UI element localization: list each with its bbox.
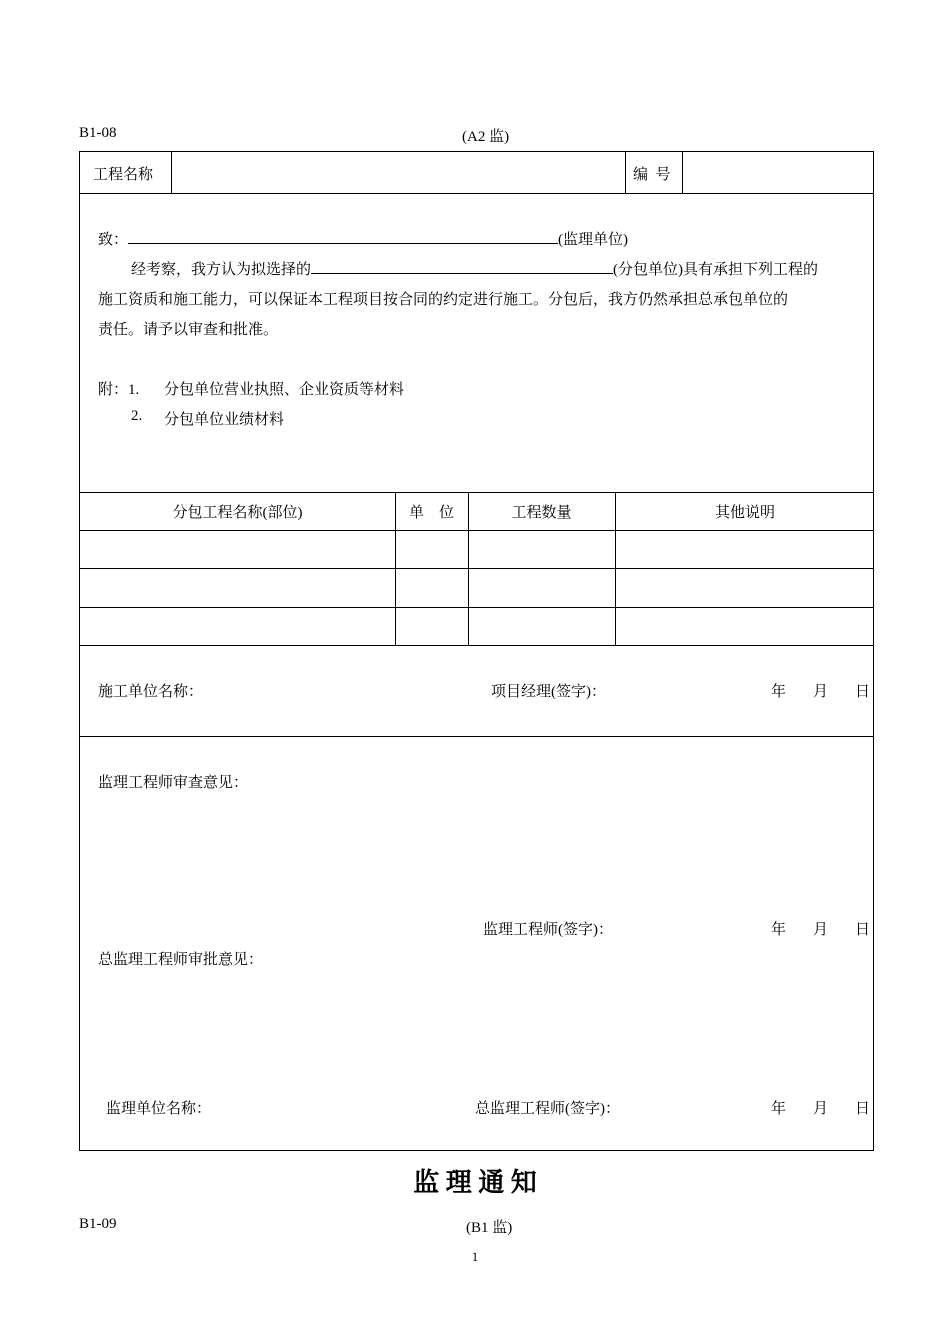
paragraph-start: 经考察，我方认为拟选择的: [131, 262, 312, 278]
page-number: 1: [471, 1249, 479, 1264]
date-month: 月: [813, 1101, 829, 1117]
number-label: 编 号: [633, 167, 671, 183]
column-header: 其他说明: [714, 505, 775, 521]
form-code: B1-08: [79, 125, 117, 141]
attachment-2: 分包单位业绩材料: [164, 412, 285, 428]
engineer-opinion-field[interactable]: [98, 792, 858, 902]
supervision-unit-label: 监理单位名称：: [106, 1101, 212, 1117]
date-month: 月: [813, 684, 829, 700]
divider: [80, 645, 873, 646]
letter-paragraph-line2: 施工资质和施工能力，可以保证本工程项目按合同的约定进行施工。分包后，我方仍然承担总承包单位的: [98, 292, 789, 308]
paragraph-continued: (分包单位)具有承担下列工程的: [613, 262, 819, 278]
table-row[interactable]: [80, 608, 873, 645]
letter-paragraph-line1: [131, 258, 818, 279]
subcontractor-blank[interactable]: [311, 259, 613, 274]
divider: [80, 736, 873, 737]
date-day: 日: [855, 1101, 871, 1117]
date-month: 月: [813, 922, 829, 938]
divider: [80, 492, 873, 493]
chief-opinion-field[interactable]: [98, 970, 858, 1080]
letter-paragraph-line3: 责任。请予以审查和批准。: [98, 322, 279, 338]
attachment-2-number: 2.: [131, 408, 143, 424]
to-prefix: 致：: [98, 232, 129, 248]
contractor-name-label: 施工单位名称：: [98, 684, 204, 700]
next-form-code: B1-09: [79, 1216, 117, 1232]
column-header: 单 位: [408, 505, 454, 521]
chief-opinion-label: 总监理工程师审批意见：: [98, 952, 264, 968]
date-day: 日: [855, 922, 871, 938]
attachment-label: 附：1.: [98, 382, 140, 398]
engineer-opinion-label: 监理工程师审查意见：: [98, 775, 249, 791]
engineer-sign-label: 监理工程师(签字)：: [483, 922, 613, 938]
to-suffix: (监理单位): [558, 232, 629, 248]
next-form-title: 监 理 通 知: [413, 1168, 537, 1197]
divider: [625, 152, 626, 193]
column-header: 工程数量: [511, 505, 572, 521]
divider: [80, 193, 873, 194]
date-day: 日: [855, 684, 871, 700]
table-row[interactable]: [80, 569, 873, 607]
next-form-tag: (B1 监): [466, 1220, 513, 1236]
date-year: 年: [771, 684, 787, 700]
letter-to-line: [98, 228, 628, 249]
chief-sign-label: 总监理工程师(签字)：: [475, 1101, 620, 1117]
supervision-unit-blank[interactable]: [128, 229, 558, 244]
project-name-field[interactable]: [172, 158, 624, 188]
form-tag: (A2 监): [462, 129, 510, 145]
approval-form: [79, 151, 874, 1151]
column-header: 分包工程名称(部位): [172, 505, 303, 521]
number-field[interactable]: [683, 158, 871, 188]
attachment-1: 分包单位营业执照、企业资质等材料: [164, 382, 405, 398]
date-year: 年: [771, 1101, 787, 1117]
date-year: 年: [771, 922, 787, 938]
pm-sign-label: 项目经理(签字)：: [491, 684, 606, 700]
project-name-label: 工程名称: [93, 167, 154, 183]
table-row[interactable]: [80, 531, 873, 568]
